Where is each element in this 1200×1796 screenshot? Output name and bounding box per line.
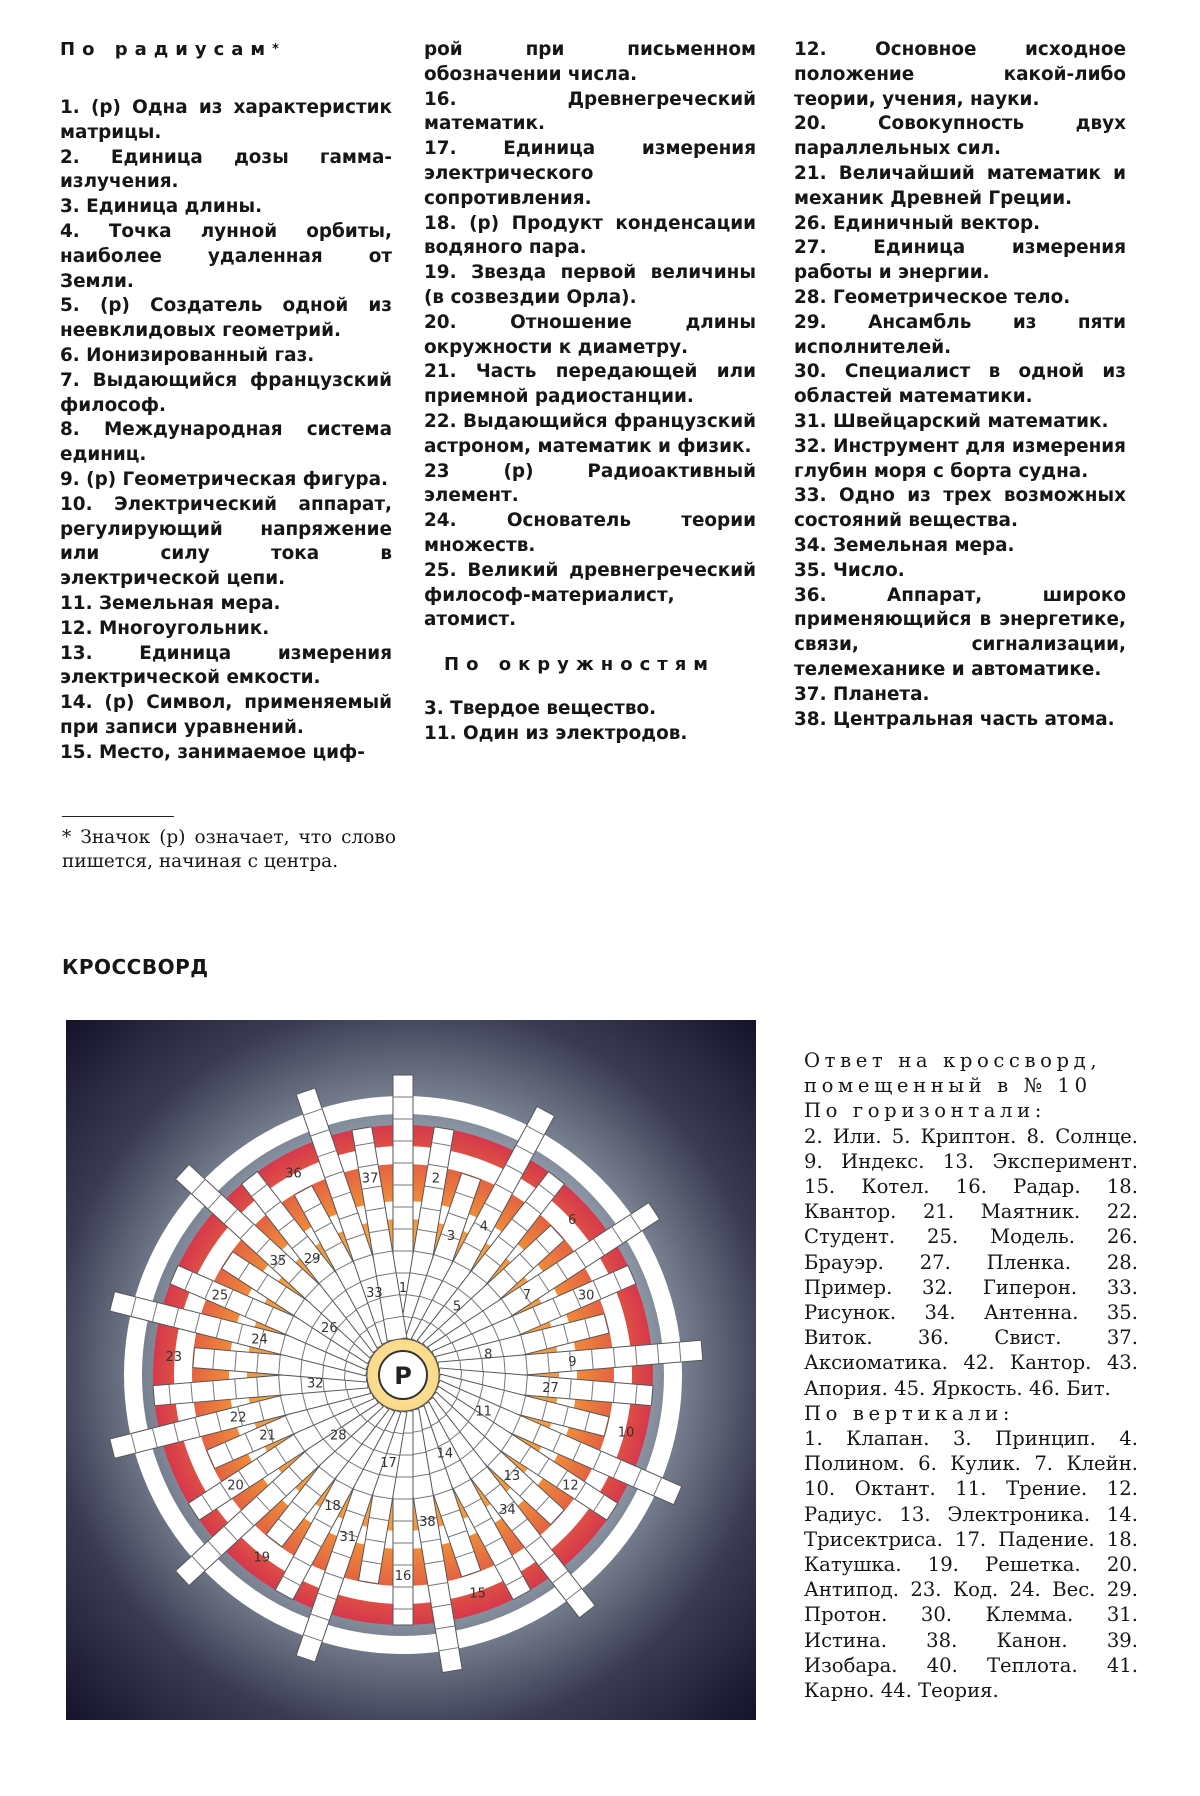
clue-item: 28. Геометрическое тело. xyxy=(794,286,1071,308)
clue-item: 20. Отношение длины окружности к диаметру. xyxy=(424,311,756,358)
clue-item: 33. Одно из трех возможных состояний вещества. xyxy=(794,485,1126,532)
clue-item: 11. Один из электродов. xyxy=(424,722,688,744)
crossword-number: 21 xyxy=(259,1428,276,1444)
clue-item: 30. Специалист в одной из областей математики. xyxy=(794,361,1126,408)
crossword-number: 34 xyxy=(499,1503,516,1519)
clue-item: 27. Единица измерения работы и энергии. xyxy=(794,237,1126,284)
clue-item: 31. Швейцарский математик. xyxy=(794,410,1109,432)
circles-clue-list-continued xyxy=(794,38,1126,732)
crossword-number: 30 xyxy=(577,1288,595,1304)
clue-item: 5. (р) Создатель одной из неевклидовых геометрий. xyxy=(60,295,392,342)
crossword-number: 31 xyxy=(339,1529,357,1545)
answers-vertical: 1. Клапан. 3. Принцип. 4. Полином. 6. Кулик. 7. Клейн. 10. Октант. 11. Трение. 12. Радиус. 13. Электроника. 14. Трисектриса. 17. Падение. 18. Катушка. 19. Решетка. 20. Антипод. 23. Код. 24. Вес. 29. Протон. 30. Клемма. 31. Истина. 38. Канон. 39. Изобара. 40. Теплота. 41. Карно. 44. Теория. xyxy=(804,1427,1138,1703)
clue-item: 21. Величайший математик и механик Древней Греции. xyxy=(794,162,1126,209)
crossword-number: 33 xyxy=(366,1285,383,1301)
clue-item: 7. Выдающийся французский философ. xyxy=(60,369,392,416)
clue-item: 17. Единица измерения электрического сопротивления. xyxy=(424,138,756,209)
answers-horizontal-heading: По горизонтали: xyxy=(804,1099,1046,1123)
crossword-number: 25 xyxy=(211,1288,229,1304)
clue-item: 11. Земельная мера. xyxy=(60,592,281,614)
clue-item: 12. Основное исходное положение какой-либо теории, учения, науки. xyxy=(794,39,1126,110)
clue-item: 24. Основатель теории множеств. xyxy=(424,510,756,556)
clue-item: 22. Выдающийся французский астроном, математик и физик. xyxy=(424,410,756,457)
clue-item: 2. Единица дозы гамма-излучения. xyxy=(60,146,392,193)
crossword-number: 23 xyxy=(165,1350,183,1366)
clue-item: 18. (р) Продукт конденсации водяного пара. xyxy=(424,212,756,259)
crossword-number: 35 xyxy=(269,1253,287,1269)
clue-item: 6. Ионизированный газ. xyxy=(60,344,315,366)
clue-item: 1. (р) Одна из характеристик матрицы. xyxy=(60,97,392,143)
clue-item: 3. Единица длины. xyxy=(60,196,263,218)
clues-column-2 xyxy=(424,38,756,747)
crossword-number: 9 xyxy=(568,1354,577,1370)
crossword-number: 20 xyxy=(227,1478,244,1494)
footnote: * Значок (р) означает, что слово пишется, начиная с центра. xyxy=(62,827,396,872)
crossword-number: 37 xyxy=(361,1171,379,1187)
clue-item: 32. Инструмент для измерения глубин моря с борта судна. xyxy=(794,435,1126,482)
crossword-number: 13 xyxy=(503,1469,521,1485)
crossword-number: 4 xyxy=(479,1219,489,1235)
answers-horizontal: 2. Или. 5. Криптон. 8. Солнце. 9. Индекс. 13. Эксперимент. 15. Котел. 16. Радар. 18. Квантор. 21. Маятник. 22. Студент. 25. Модель. 26. Брауэр. 27. Пленка. 28. Пример. 32. Гиперон. 33. Рисунок. 34. Антенна. 35. Виток. 36. Свист. 37. Аксиоматика. 42. Кантор. 43. Апория. 45. Яркость. 46. Бит. xyxy=(804,1124,1138,1400)
clue-item: 36. Аппарат, широко применяющийся в энергетике, связи, сигнализации, телемеханике и автоматике. xyxy=(794,584,1126,680)
crossword-number: 22 xyxy=(229,1410,247,1426)
crossword-number: 24 xyxy=(251,1332,268,1348)
crossword-number: 28 xyxy=(329,1428,347,1444)
clue-item: 13. Единица измерения электрической емкости. xyxy=(60,642,392,689)
clue-item: 34. Земельная мера. xyxy=(794,534,1015,556)
crossword-number: 12 xyxy=(562,1478,579,1494)
clue-item: 26. Единичный вектор. xyxy=(794,212,1041,234)
clue-item: 29. Ансамбль из пяти исполнителей. xyxy=(794,311,1126,358)
crossword-center-label: Р xyxy=(394,1362,412,1390)
crossword-number: 27 xyxy=(542,1381,559,1397)
crossword-number: 18 xyxy=(324,1499,341,1515)
circles-heading: По окружностям xyxy=(444,654,715,676)
answers-header-2: помещенный в № 10 xyxy=(804,1074,1092,1098)
crossword-number: 32 xyxy=(307,1376,324,1392)
clue-item: 25. Великий древнегреческий философ-материалист, атомист. xyxy=(424,559,756,631)
radii-clue-list-1 xyxy=(60,96,392,766)
clue-item: 12. Многоугольник. xyxy=(60,617,270,639)
crossword-grid xyxy=(66,1020,756,1720)
radii-heading: По радиусам* xyxy=(60,39,279,60)
crossword-number: 15 xyxy=(469,1586,486,1602)
clue-item: рой при письменном обозначении числа. xyxy=(424,39,756,85)
clue-item: 19. Звезда первой величины (в созвездии Орла). xyxy=(424,262,756,308)
clue-item: 15. Место, занимаемое циф- xyxy=(60,741,365,763)
circles-clue-list xyxy=(424,697,756,747)
crossword-number: 8 xyxy=(484,1347,493,1363)
radii-clue-list-2 xyxy=(424,38,756,633)
crossword-number: 14 xyxy=(436,1446,454,1462)
crossword-number: 38 xyxy=(419,1514,436,1530)
clue-item: 35. Число. xyxy=(794,559,905,581)
crossword-number: 7 xyxy=(522,1288,532,1304)
crossword-number: 19 xyxy=(253,1550,271,1566)
answers-vertical-heading: По вертикали: xyxy=(804,1401,1015,1425)
crossword-number: 2 xyxy=(431,1171,441,1187)
clue-item: 23 (р) Радиоактивный элемент. xyxy=(424,460,756,507)
answers-block xyxy=(804,1048,1138,1703)
crossword-number: 3 xyxy=(446,1229,456,1245)
clue-item: 20. Совокупность двух параллельных сил. xyxy=(794,113,1126,160)
answers-header-1: Ответ на кроссворд, xyxy=(804,1049,1102,1072)
clue-item: 38. Центральная часть атома. xyxy=(794,708,1115,730)
clue-item: 21. Часть передающей или приемной радиостанции. xyxy=(424,361,756,408)
crossword-number: 36 xyxy=(285,1166,302,1182)
crossword-number: 11 xyxy=(475,1404,492,1420)
clue-item: 4. Точка лунной орбиты, наиболее удаленная от Земли. xyxy=(60,220,392,292)
clue-item: 10. Электрический аппарат, регулирующий напряжение или силу тока в электрической цепи. xyxy=(60,493,392,590)
clue-item: 8. Международная система единиц. xyxy=(60,419,392,466)
clue-item: 3. Твердое вещество. xyxy=(424,698,657,720)
crossword-number: 29 xyxy=(303,1252,321,1268)
crossword-number: 26 xyxy=(321,1320,338,1336)
clue-item: 9. (р) Геометрическая фигура. xyxy=(60,468,388,490)
crossword-number: 5 xyxy=(452,1299,462,1315)
footnote-divider xyxy=(62,816,174,817)
crossword-number: 16 xyxy=(394,1569,412,1584)
page-title: КРОССВОРД xyxy=(62,955,209,979)
clue-item: 14. (р) Символ, применяемый при записи уравнений. xyxy=(60,692,392,738)
clues-column-1 xyxy=(60,38,392,766)
clue-item: 16. Древнегреческий математик. xyxy=(424,88,756,135)
crossword-number: 10 xyxy=(617,1425,635,1441)
crossword-number: 17 xyxy=(380,1455,397,1471)
clue-item: 37. Планета. xyxy=(794,683,930,705)
crossword-number: 6 xyxy=(568,1213,577,1229)
clues-column-3 xyxy=(794,38,1126,732)
crossword-number: 1 xyxy=(398,1281,408,1296)
